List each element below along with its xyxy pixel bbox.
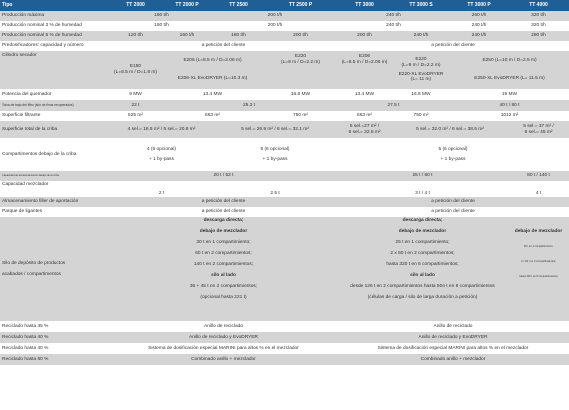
row-label xyxy=(0,217,110,321)
cell: 160 t/h xyxy=(110,21,213,31)
row-reciclado-40-evodryer xyxy=(0,332,569,343)
row-capacidad-mezclador xyxy=(0,181,569,197)
row-label-line: Silo de depósito de productos xyxy=(2,260,66,266)
cell: 3 t / 4 t xyxy=(337,181,508,197)
cell: 750 m² xyxy=(392,111,450,121)
row-reciclado-35 xyxy=(0,321,569,332)
cell-line: E220 xyxy=(415,57,427,63)
cell-line: E206 (L=8.5 m / D=2.06 m) xyxy=(183,58,242,64)
row-label: Tolva de bajo del filtro (silo de finos recuperados) xyxy=(0,100,110,111)
cell: 4 sel.= 16.5 m² / 5 sel.= 20.8 m² xyxy=(110,121,213,138)
row-label: Reciclado hasta 35 % xyxy=(0,321,110,332)
cell: 240 t/h xyxy=(337,11,450,21)
cell-line: silo al lado xyxy=(211,273,236,278)
row-label: Reciclado hasta 40 % xyxy=(0,343,110,354)
cell: Anillo de reciclado y EvoDRYER xyxy=(110,332,337,343)
cell-line: 36 + 45 t en 2 compartimientos; xyxy=(189,284,258,289)
cell: 13.4 MW xyxy=(161,89,264,100)
cell xyxy=(508,217,569,321)
header-tt2500p: TT 2500 P xyxy=(264,0,337,11)
cell-line: desde 126 t en 2 compartimientos hasta 504 t en 8 compartimientos xyxy=(350,284,495,289)
cell: 25.3 t xyxy=(161,100,337,111)
row-label: Predosificadores: capacidad y número xyxy=(0,41,110,51)
cell: 20 t / 52 t xyxy=(110,171,337,181)
cell xyxy=(110,217,337,321)
cell-line: silo al lado xyxy=(410,273,435,278)
row-label: Capacidad de almacenamiento debajo de la criba xyxy=(0,171,110,181)
cell: 750 m² xyxy=(264,111,337,121)
cell: 260 t/h xyxy=(450,11,508,21)
cell: 5 sel.= 26.9 m² / 6 sel.= 32.1 m² xyxy=(213,121,337,138)
cell-line: debajo de mezclador xyxy=(398,229,447,234)
cell: 120 t/h xyxy=(110,31,161,41)
cell-line: 140 t en 2 compartimientos; xyxy=(193,262,254,267)
cell-line: (L=8.5 m / D=1.8 m) xyxy=(114,70,157,75)
cell-line: 30 t en 1 compartimiento; xyxy=(196,240,251,245)
cell: 200 t/h xyxy=(213,21,337,31)
row-produccion-maxima xyxy=(0,11,569,21)
cell-line: debajo de mezclador xyxy=(199,229,248,234)
row-label: Superficie total de la criba xyxy=(0,121,110,138)
cell: a petición del cliente xyxy=(110,197,337,207)
row-label-line: acabados / compartimentos xyxy=(2,271,61,277)
cell: 320 t/h xyxy=(508,21,569,31)
cell: 22 t xyxy=(110,100,161,111)
cell-line: E180 xyxy=(129,64,142,70)
row-label: Compartimentos debajo de la criba xyxy=(0,138,110,171)
row-compartimentos xyxy=(0,138,569,171)
row-tolva-filtro xyxy=(0,100,569,111)
header-row xyxy=(0,0,569,11)
cell xyxy=(337,121,392,138)
cell-line: E206 xyxy=(358,54,371,59)
cell: Anillo de reciclado y EvoDRYER xyxy=(337,332,569,343)
cell: 240 t/h xyxy=(450,31,508,41)
cell: 200 t/h xyxy=(264,31,337,41)
cell: a petición del cliente xyxy=(337,197,569,207)
cell: Anillo de reciclado xyxy=(110,321,337,332)
cell: 19 MW xyxy=(450,89,569,100)
row-produccion-3 xyxy=(0,21,569,31)
header-tt3000p: TT 3000 P xyxy=(450,0,508,11)
cell: 4 t xyxy=(508,181,569,197)
cell-line: 5 sel.= 37 m² / xyxy=(523,123,554,129)
cell: Combinado anillo + mezclador xyxy=(337,354,569,365)
cell-line: (L=9 m / D=2.2 m) xyxy=(281,59,320,65)
cell-line: + 1 by-pass xyxy=(149,156,174,162)
cell: 25 t / 60 t xyxy=(337,171,508,181)
cell: 27.5 t xyxy=(337,100,450,111)
cell-line: debajo de mezclador xyxy=(514,229,563,234)
cell-line: 2 x 50 t en 2 compartimientos; xyxy=(390,251,455,256)
row-parque-ligantes xyxy=(0,207,569,217)
row-label: Producción nominal 3 % de humedad xyxy=(0,21,110,31)
cell-line: hasta 400 t en 8 compartimientos xyxy=(519,275,558,278)
cell: 16.8 MW xyxy=(264,89,337,100)
cell xyxy=(450,51,569,89)
row-reciclado-60 xyxy=(0,354,569,365)
row-label: Reciclado hasta 60 % xyxy=(0,354,110,365)
cell xyxy=(337,217,508,321)
row-label: Cilindro secador xyxy=(0,51,110,89)
cell: Anillo de reciclado xyxy=(337,321,569,332)
cell-line: 5 (6 opcional) xyxy=(260,146,290,152)
header-tt2000: TT 2000 xyxy=(110,0,161,11)
cell-line: (L=8.5 m / D=2.06 m) xyxy=(341,59,388,65)
cell: 200 t/h xyxy=(337,31,392,41)
cell: 9 MW xyxy=(110,89,161,100)
row-label: Producción máxima xyxy=(0,11,110,21)
cell: 240 t/h xyxy=(392,31,450,41)
row-silo-deposito xyxy=(0,217,569,321)
cell: Combinado anillo + mezclador xyxy=(110,354,337,365)
cell-line: 6 sel.= 45 m² xyxy=(524,129,553,135)
cell: 160 t/h xyxy=(110,11,213,21)
cell-line: (células de carga / silo de larga duración a petición) xyxy=(367,295,478,300)
cell xyxy=(264,51,337,89)
cell xyxy=(213,138,337,171)
row-superficie-criba xyxy=(0,121,569,138)
cell: 663 m² xyxy=(337,111,392,121)
cell-line: (L= 11 m) xyxy=(410,77,432,83)
cell-line: + 1 by-pass xyxy=(440,156,466,162)
cell: 280 t/h xyxy=(508,31,569,41)
cell: 80 t / 140 t xyxy=(508,171,569,181)
cell-line: + 1 by-pass xyxy=(262,156,288,162)
row-almacenamiento-filler xyxy=(0,197,569,207)
cell-line: 5 (6 opcional) xyxy=(438,146,468,152)
cell: a petición del cliente xyxy=(337,207,569,217)
row-label: Parque de ligantes xyxy=(0,207,110,217)
cell: 180 t/h xyxy=(213,31,264,41)
header-tt3000s: TT 3000 S xyxy=(392,0,450,11)
cell-line: E250 (L=10 m / D=2.5 m) xyxy=(482,58,537,64)
cell: 40 t / 80 t xyxy=(450,100,569,111)
cell-line: E220-XL EvoDRYER xyxy=(398,71,444,77)
cell: 1012 m² xyxy=(450,111,569,121)
cell: a petición del cliente xyxy=(110,41,337,51)
cell xyxy=(508,121,569,138)
cell-line: 25 t en 1 compartimiento; xyxy=(395,240,450,245)
row-reciclado-40-marini xyxy=(0,343,569,354)
cell-line: descarga directa; xyxy=(402,218,443,223)
cell-line: E220 xyxy=(294,54,307,59)
cell: Sistema de dosificación especial MARINI para altos % en el mezclador xyxy=(337,343,569,354)
cell xyxy=(110,51,161,89)
row-label: Almacenamiento filler de aportación xyxy=(0,197,110,207)
row-produccion-5 xyxy=(0,31,569,41)
header-tt2500: TT 2500 xyxy=(213,0,264,11)
cell: 13.4 MW xyxy=(337,89,392,100)
cell: a petición del cliente xyxy=(110,207,337,217)
cell-line: descarga directa; xyxy=(203,218,244,223)
cell: 525 m² xyxy=(110,111,161,121)
cell: a petición del cliente xyxy=(337,41,569,51)
cell: 5 sel.= 32.0 m² / 6 sel.= 38.6 m² xyxy=(392,121,508,138)
row-label: Potencia del quemador xyxy=(0,89,110,100)
cell-line: 2 x 60 t en 2 compartimientos; xyxy=(521,260,556,263)
cell: 200 t/h xyxy=(213,11,337,21)
row-cilindro-secador xyxy=(0,51,569,89)
cell-line: hasta 320 t en 6 compartimientos; xyxy=(386,262,459,267)
row-capacidad-almacenamiento xyxy=(0,171,569,181)
cell xyxy=(392,51,450,89)
cell: 240 t/h xyxy=(450,21,508,31)
row-label: Capacidad mezclador xyxy=(0,181,110,197)
cell: 320 t/h xyxy=(508,11,569,21)
cell-line: 5 sel.=27 m² / xyxy=(349,123,380,129)
row-potencia-quemador xyxy=(0,89,569,100)
cell-line: 60 t en 2 compartimientos; xyxy=(195,251,252,256)
cell: 663 m² xyxy=(161,111,264,121)
row-label: Reciclado hasta 40 % xyxy=(0,332,110,343)
cell xyxy=(337,51,392,89)
header-tipo: Tipo xyxy=(0,0,110,11)
cell: 160 t/h xyxy=(161,31,213,41)
cell: 2.5 t xyxy=(213,181,337,197)
cell-line: (opcional hasta 221 t) xyxy=(200,295,247,300)
header-tt3000: TT 3000 xyxy=(337,0,392,11)
cell-line: 4 (5 opcional) xyxy=(146,146,177,152)
row-label: Producción nominal 5 % de humedad xyxy=(0,31,110,41)
row-superficie-filtrante xyxy=(0,111,569,121)
cell-line: 6 sel.= 32.5 m² xyxy=(348,129,381,135)
header-tt2000p: TT 2000 P xyxy=(161,0,213,11)
row-predosificadores xyxy=(0,41,569,51)
cell: 2 t xyxy=(110,181,213,197)
cell xyxy=(337,138,569,171)
cell-line: E206-XL EvoDRYER (L=10.3 m) xyxy=(177,76,248,81)
cell-line: (L=9 m / D=2.2 m) xyxy=(401,62,441,68)
cell-line: E250-XL EvoDRYER (L= 11.5 m) xyxy=(474,76,545,81)
cell-line: 25 t en 1 compartimiento; xyxy=(523,245,554,248)
row-label: Superficie filtrante xyxy=(0,111,110,121)
cell: Sistema de dosificación especial MARINI para altos % en el mezclador xyxy=(110,343,337,354)
cell xyxy=(161,51,264,89)
cell xyxy=(110,138,213,171)
header-tt4000: TT 4000 xyxy=(508,0,569,11)
cell: 16.8 MW xyxy=(392,89,450,100)
cell: 240 t/h xyxy=(337,21,450,31)
